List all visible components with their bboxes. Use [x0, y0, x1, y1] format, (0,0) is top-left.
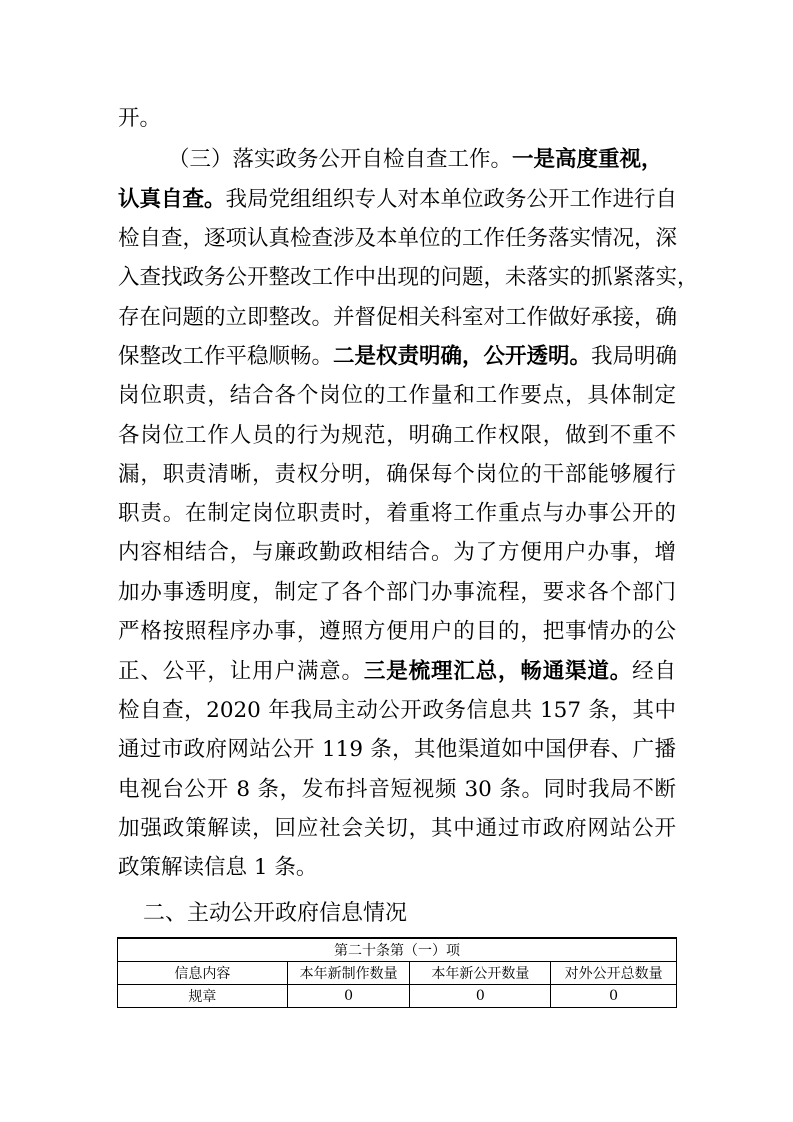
- paragraph-line-3: 认真自查。我局党组组织专人对本单位政务公开工作进行自: [118, 187, 678, 212]
- table-cell: 0: [551, 985, 677, 1008]
- paragraph-line-11: 职责。在制定岗位职责时，着重将工作重点与办事公开的: [118, 501, 676, 526]
- paragraph-line-19: 加强政策解读，回应社会关切，其中通过市政府网站公开: [118, 816, 676, 841]
- paragraph-line-1: 开。: [118, 106, 162, 131]
- table-row: [118, 985, 677, 1008]
- bold-phrase: 认真自查。: [118, 187, 226, 212]
- info-table: [117, 937, 677, 1008]
- bold-phrase: 二是权责明确，公开透明。: [333, 344, 592, 369]
- paragraph-line-4: 检自查，逐项认真检查涉及本单位的工作任务落实情况，深: [118, 226, 678, 251]
- paragraph-line-12: 内容相结合，与廉政勤政相结合。为了方便用户办事，增: [118, 540, 676, 565]
- paragraph-line-2: （三）落实政务公开自检自查工作。一是高度重视，: [168, 147, 663, 172]
- table-title: 第二十条第（一）项: [118, 938, 677, 962]
- paragraph-line-16: 检自查，2020 年我局主动公开政务信息共 157 条，其中: [118, 698, 676, 723]
- table-title-row: [118, 938, 677, 962]
- paragraph-line-8: 岗位职责，结合各个岗位的工作量和工作要点，具体制定: [118, 383, 676, 408]
- paragraph-line-18: 电视台公开 8 条，发布抖音短视频 30 条。同时我局不断: [118, 777, 676, 802]
- header-cell: 本年新公开数量: [410, 962, 551, 985]
- paragraph-line-7: 保整改工作平稳顺畅。二是权责明确，公开透明。我局明确: [118, 344, 678, 369]
- paragraph-line-20: 政策解读信息 1 条。: [118, 855, 318, 880]
- table-cell: 规章: [118, 985, 288, 1008]
- paragraph-line-6: 存在问题的立即整改。并督促相关科室对工作做好承接，确: [118, 305, 678, 330]
- paragraph-line-15: 正、公平，让用户满意。三是梳理汇总，畅通渠道。经自: [118, 659, 676, 684]
- bold-phrase: 三是梳理汇总，畅通渠道。: [363, 659, 633, 684]
- header-cell: 信息内容: [118, 962, 288, 985]
- paragraph-line-13: 加办事透明度，制定了各个部门办事流程，要求各个部门: [118, 580, 676, 605]
- paragraph-line-9: 各岗位工作人员的行为规范，明确工作权限，做到不重不: [118, 423, 676, 448]
- header-cell: 本年新制作数量: [287, 962, 410, 985]
- section-heading: 二、主动公开政府信息情况: [143, 901, 408, 926]
- paragraph-line-5: 入查找政务公开整改工作中出现的问题，未落实的抓紧落实，: [118, 265, 699, 290]
- table-cell: 0: [410, 985, 551, 1008]
- table-header-row: [118, 962, 677, 985]
- paragraph-line-17: 通过市政府网站公开 119 条，其他渠道如中国伊春、广播: [118, 737, 676, 762]
- table-cell: 0: [287, 985, 410, 1008]
- header-cell: 对外公开总数量: [551, 962, 677, 985]
- paragraph-line-10: 漏，职责清晰，责权分明，确保每个岗位的干部能够履行: [118, 462, 676, 487]
- bold-phrase: 一是高度重视，: [512, 147, 663, 172]
- paragraph-line-14: 严格按照程序办事，遵照方便用户的目的，把事情办的公: [118, 619, 676, 644]
